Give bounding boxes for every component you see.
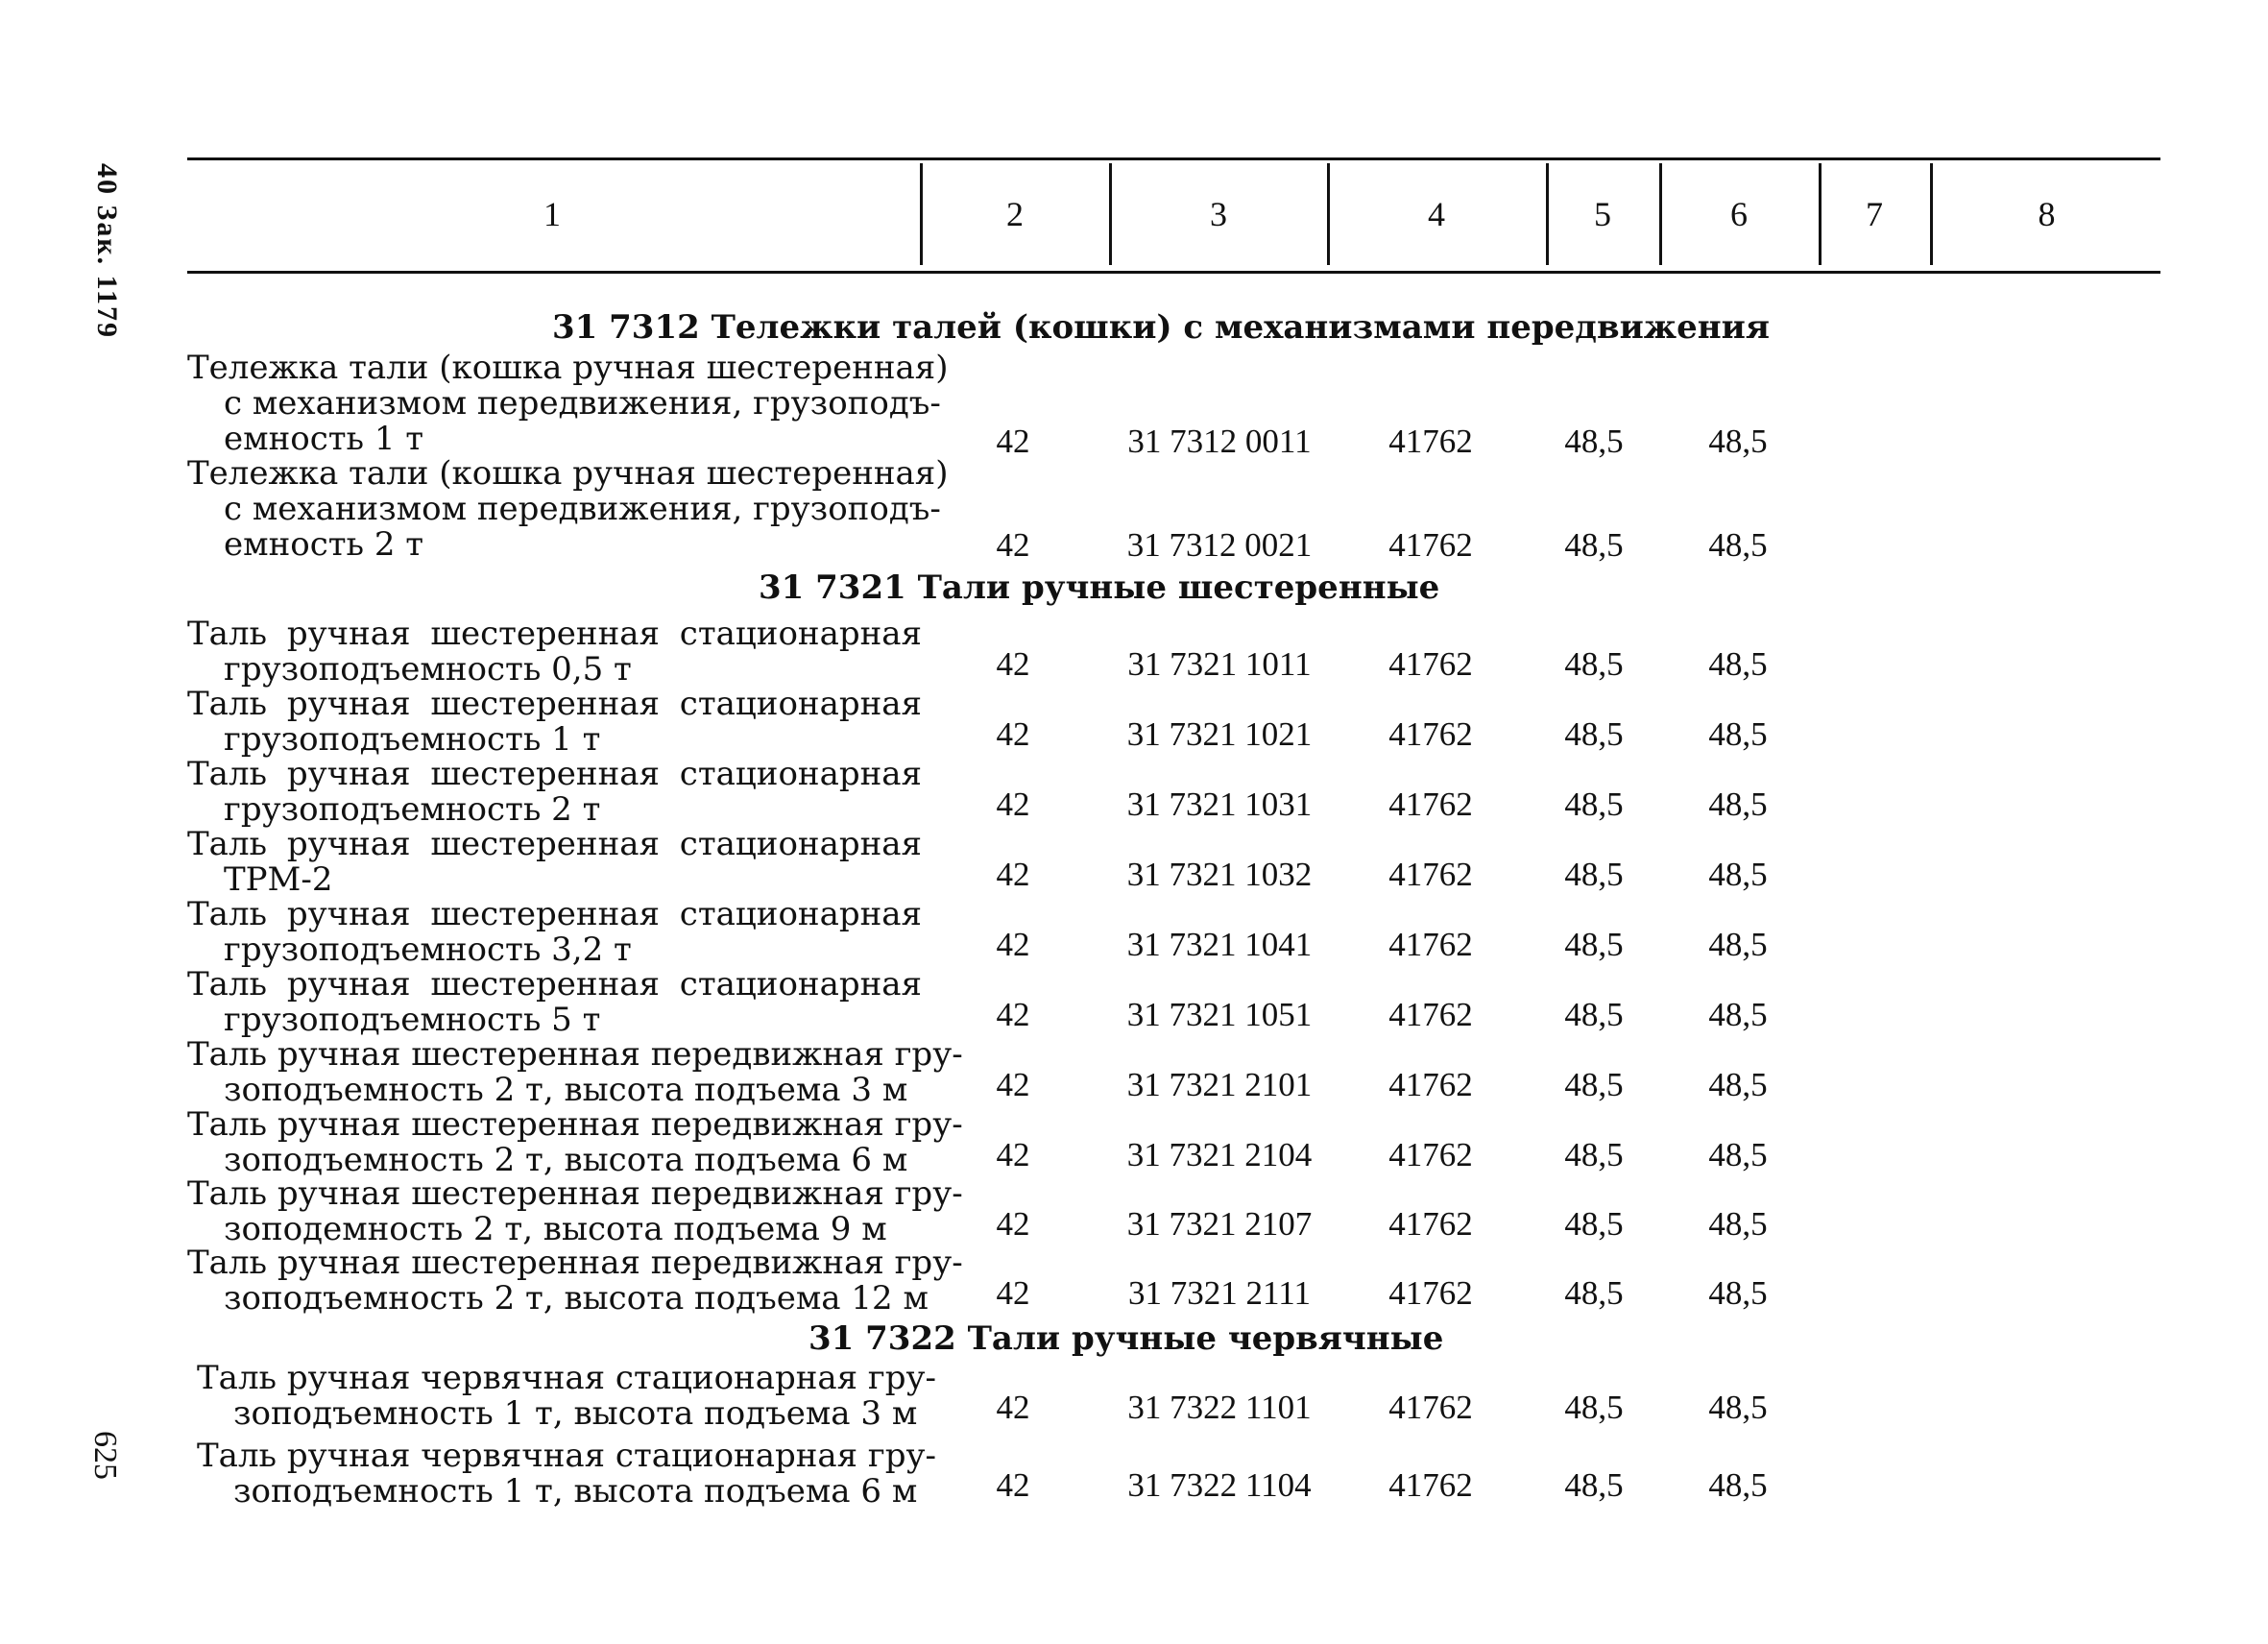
cell-col5: 48,5 (1564, 1205, 1624, 1243)
cell-col2: 42 (996, 526, 1030, 564)
section-title: 31 7321 Тали ручные шестеренные (759, 568, 1440, 607)
item-name: Таль ручная шестеренная стационарная грузоподъемность 2 т (187, 755, 922, 829)
cell-col5: 48,5 (1564, 786, 1624, 823)
cell-col6: 48,5 (1708, 1466, 1768, 1504)
cell-col5: 48,5 (1564, 715, 1624, 753)
cell-code: 31 7321 2107 (1126, 1205, 1313, 1243)
cell-col4: 41762 (1388, 1274, 1473, 1312)
cell-col6: 48,5 (1708, 1066, 1768, 1103)
cell-col5: 48,5 (1564, 1389, 1624, 1426)
cell-col5: 48,5 (1564, 645, 1624, 683)
cell-code: 31 7312 0021 (1126, 526, 1313, 564)
cell-code: 31 7321 1031 (1126, 786, 1313, 823)
column-header-4: 4 (1428, 195, 1445, 233)
order-label: 40 Зак. 1179 (91, 163, 123, 339)
cell-col4: 41762 (1388, 996, 1473, 1033)
cell-code: 31 7321 1051 (1126, 996, 1313, 1033)
cell-col6: 48,5 (1708, 1136, 1768, 1173)
cell-col5: 48,5 (1564, 526, 1624, 564)
cell-col4: 41762 (1388, 715, 1473, 753)
cell-col2: 42 (996, 1466, 1030, 1504)
section-title: 31 7312 Тележки талей (кошки) с механизмами передвижения (552, 308, 1770, 347)
item-name: Тележка тали (кошка ручная шестеренная) с механизмом передвижения, грузоподъ- емность 1 т (187, 349, 949, 458)
cell-col6: 48,5 (1708, 1389, 1768, 1426)
cell-col5: 48,5 (1564, 1136, 1624, 1173)
cell-col4: 41762 (1388, 926, 1473, 963)
cell-col2: 42 (996, 1136, 1030, 1173)
cell-col4: 41762 (1388, 786, 1473, 823)
cell-code: 31 7321 1011 (1127, 645, 1312, 683)
column-header-1: 1 (543, 195, 561, 233)
cell-col2: 42 (996, 1274, 1030, 1312)
cell-code: 31 7322 1104 (1127, 1466, 1312, 1504)
column-header-2: 2 (1006, 195, 1024, 233)
page-number: 625 (87, 1431, 123, 1480)
cell-col4: 41762 (1388, 645, 1473, 683)
item-name: Таль ручная шестеренная стационарная грузоподъемность 1 т (187, 685, 922, 759)
cell-col4: 41762 (1388, 856, 1473, 893)
item-name: Таль ручная шестеренная стационарная грузоподъемность 3,2 т (187, 895, 922, 969)
column-header-6: 6 (1730, 195, 1748, 233)
cell-col4: 41762 (1388, 1066, 1473, 1103)
item-name: Таль ручная шестеренная стационарная грузоподъемность 0,5 т (187, 615, 922, 689)
cell-code: 31 7322 1101 (1127, 1389, 1312, 1426)
cell-col2: 42 (996, 423, 1030, 460)
column-header-3: 3 (1210, 195, 1227, 233)
cell-col2: 42 (996, 645, 1030, 683)
cell-code: 31 7312 0011 (1127, 423, 1312, 460)
cell-col6: 48,5 (1708, 715, 1768, 753)
cell-col6: 48,5 (1708, 786, 1768, 823)
cell-col6: 48,5 (1708, 996, 1768, 1033)
cell-col4: 41762 (1388, 1205, 1473, 1243)
item-name: Таль ручная шестеренная стационарная ТРМ-2 (187, 825, 922, 899)
cell-col2: 42 (996, 996, 1030, 1033)
cell-col2: 42 (996, 715, 1030, 753)
column-header-8: 8 (2038, 195, 2056, 233)
cell-col6: 48,5 (1708, 926, 1768, 963)
header-top-rule (187, 157, 2160, 160)
cell-col6: 48,5 (1708, 1205, 1768, 1243)
item-name: Таль ручная шестеренная передвижная гру- зоподъемность 2 т, высота подъема 3 м (187, 1035, 963, 1109)
cell-col2: 42 (996, 856, 1030, 893)
item-name: Таль ручная шестеренная передвижная гру- зоподемность 2 т, высота подъема 9 м (187, 1174, 963, 1248)
cell-col2: 42 (996, 926, 1030, 963)
cell-col6: 48,5 (1708, 423, 1768, 460)
column-header-5: 5 (1594, 195, 1611, 233)
cell-col4: 41762 (1388, 1136, 1473, 1173)
item-name: Таль ручная червячная стационарная гру- зоподъемность 1 т, высота подъема 6 м (197, 1437, 936, 1511)
cell-col2: 42 (996, 786, 1030, 823)
cell-col4: 41762 (1388, 1466, 1473, 1504)
column-header-7: 7 (1866, 195, 1883, 233)
cell-code: 31 7321 1021 (1126, 715, 1313, 753)
cell-code: 31 7321 2111 (1128, 1274, 1311, 1312)
header-bottom-rule (187, 271, 2160, 274)
cell-col6: 48,5 (1708, 1274, 1768, 1312)
cell-col4: 41762 (1388, 423, 1473, 460)
item-name: Таль ручная шестеренная передвижная гру- зоподъемность 2 т, высота подъема 12 м (187, 1244, 963, 1318)
cell-col6: 48,5 (1708, 645, 1768, 683)
cell-col5: 48,5 (1564, 856, 1624, 893)
cell-col5: 48,5 (1564, 1466, 1624, 1504)
cell-col5: 48,5 (1564, 1066, 1624, 1103)
cell-col2: 42 (996, 1205, 1030, 1243)
item-name: Таль ручная шестеренная стационарная грузоподъемность 5 т (187, 965, 922, 1039)
cell-code: 31 7321 2101 (1126, 1066, 1313, 1103)
cell-code: 31 7321 1032 (1126, 856, 1313, 893)
item-name: Таль ручная шестеренная передвижная гру- зоподъемность 2 т, высота подъема 6 м (187, 1105, 963, 1179)
cell-col5: 48,5 (1564, 996, 1624, 1033)
cell-code: 31 7321 1041 (1126, 926, 1313, 963)
cell-col5: 48,5 (1564, 423, 1624, 460)
item-name: Таль ручная червячная стационарная гру- зоподъемность 1 т, высота подъема 3 м (197, 1359, 936, 1433)
cell-col4: 41762 (1388, 1389, 1473, 1426)
cell-col5: 48,5 (1564, 926, 1624, 963)
cell-col5: 48,5 (1564, 1274, 1624, 1312)
section-title: 31 7322 Тали ручные червячные (808, 1319, 1444, 1358)
cell-code: 31 7321 2104 (1126, 1136, 1313, 1173)
cell-col2: 42 (996, 1066, 1030, 1103)
cell-col2: 42 (996, 1389, 1030, 1426)
cell-col6: 48,5 (1708, 526, 1768, 564)
cell-col6: 48,5 (1708, 856, 1768, 893)
item-name: Тележка тали (кошка ручная шестеренная) с механизмом передвижения, грузоподъ- емность 2 т (187, 454, 949, 564)
cell-col4: 41762 (1388, 526, 1473, 564)
